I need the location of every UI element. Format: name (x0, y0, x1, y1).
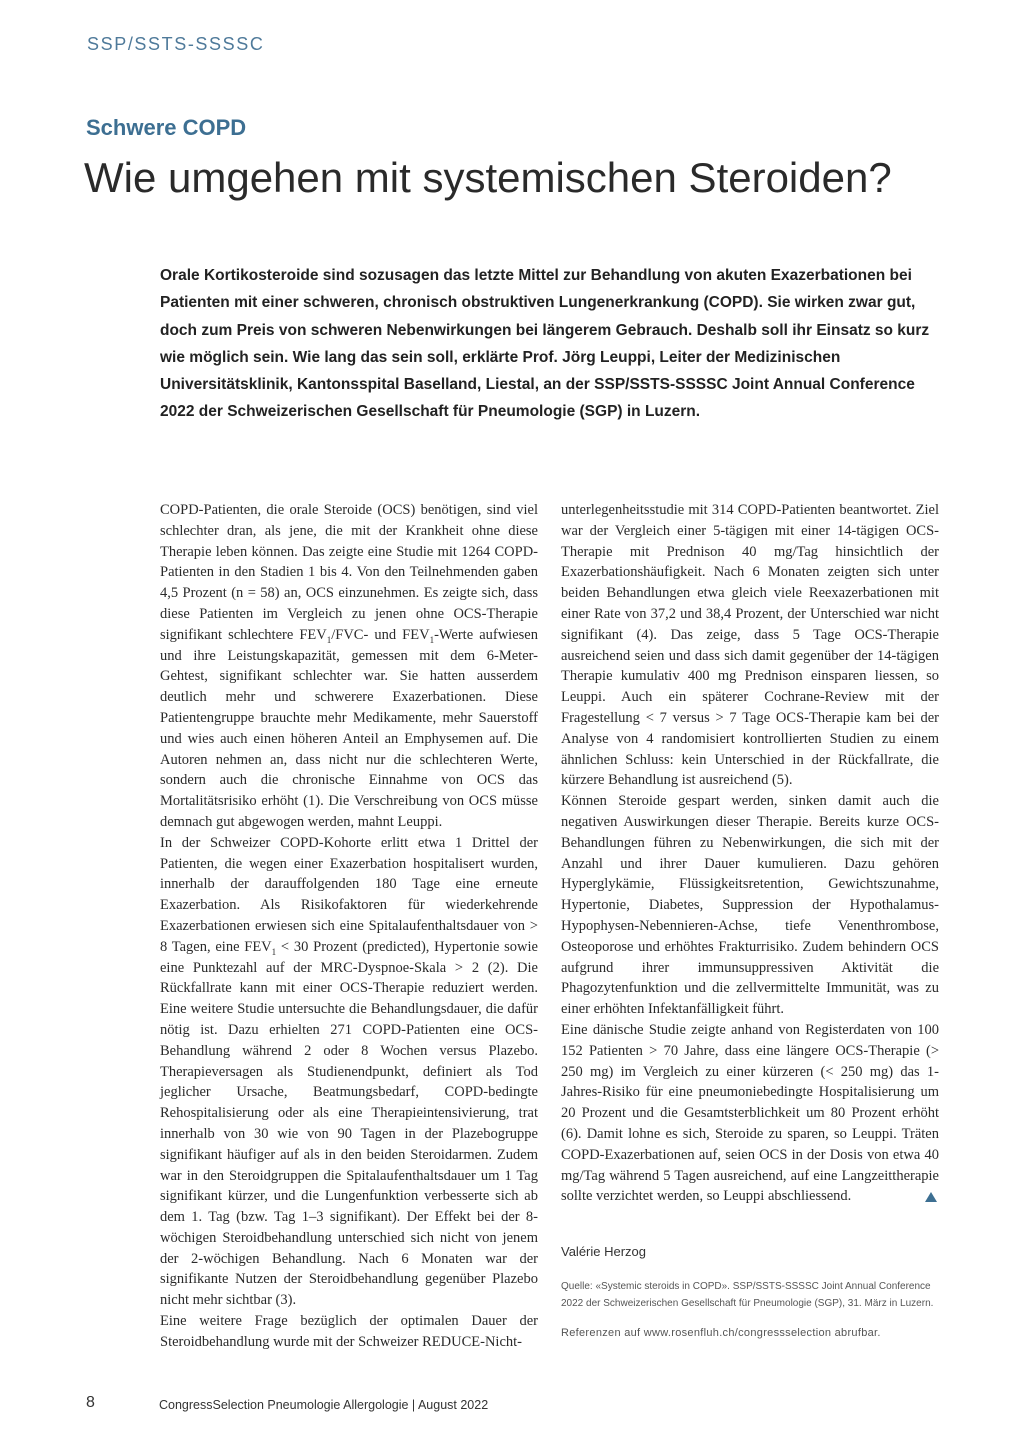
body-paragraph-3-start: Eine weitere Frage bezüglich der optimalen Dauer der Steroidbehandlung wurde mit der Schweizer REDUCE-Nicht- (160, 1313, 538, 1350)
article-lead: Orale Kortikosteroide sind sozusagen das letzte Mittel zur Behandlung von akuten Exazerbationen bei Patienten mit einer schweren, chronisch obstruktiven Lungenerkrankung (COPD). Sie wirken zwar gut, doch zum Preis von schweren Nebenwirkungen bei längerem Gebrauch. Deshalb soll ihr Einsatz so kurz wie möglich sein. Wie lang das sein soll, erklärte Prof. Jörg Leuppi, Leiter der Medizinischen Universitätsklinik, Kantonsspital Baselland, Liestal, an der SSP/SSTS-SSSSC Joint Annual Conference 2022 der Schweizerischen Gesellschaft für Pneumologie (SGP) in Luzern. (160, 267, 930, 421)
body-column-right (561, 500, 939, 1207)
body-paragraph-4: Können Steroide gespart werden, sinken damit auch die negativen Auswirkungen dieser Therapie. Bereits kurze OCS-Behandlungen führen zu Nebenwirkungen, die sich mit der Anzahl und ihrer Dauer kumulieren. Dazu gehören Hyperglykämie, Flüssigkeitsretention, Gewichtszunahme, Hypertonie, Diabetes, Suppression der Hypothalamus-Hypophysen-Nebennieren-Achse, tiefe Venenthrombose, Osteoporose und erhöhtes Frakturrisiko. Zudem behindern OCS aufgrund ihrer immunsuppressiven Aktivität die Phagozytenfunktion und die zellvermittelte Immunität, was zu einer erhöhten Infektanfälligkeit führt. (561, 793, 939, 1018)
article-title: Wie umgehen mit systemischen Steroiden? (84, 154, 892, 201)
body-paragraph-3-continued: unterlegenheitsstudie mit 314 COPD-Patienten beantwortet. Ziel war der Vergleich einer 5-tägigen mit einer 14-tägigen OCS-Therapie mit Prednison 40 mg/Tag hinsichtlich der Exazerbationshäufigkeit. Nach 6 Monaten zeigten sich unter beiden Behandlungen etwa gleich viele Reexazerbationen mit einer Rate von 37,2 und 38,4 Prozent, der Unterschied war nicht signifikant (4). Das zeige, dass 5 Tage OCS-Therapie ausreichend seien und dass sich damit gegenüber der 14-tägigen Therapie kumulativ 400 mg Prednison einsparen liessen, so Leuppi. Auch ein späterer Cochrane-Review mit der Fragestellung < 7 versus > 7 Tage OCS-Therapie kam bei der Analyse von 4 randomisiert kontrollierten Studien zu einem ähnlichen Schluss: kein Unterschied in der Rückfallrate, die kürzere Behandlung ist ausreichend (5). (561, 502, 939, 789)
source-note: Quelle: «Systemic steroids in COPD». SSP/SSTS-SSSSC Joint Annual Conference 2022 der Schweizerischen Gesellschaft für Pneumologie (SGP), 31. März in Luzern. (561, 1281, 934, 1309)
page-number: 8 (86, 1394, 95, 1411)
publication-footer: CongressSelection Pneumologie Allergologie | August 2022 (159, 1398, 489, 1412)
body-paragraph-1: COPD-Patienten, die orale Steroide (OCS) benötigen, sind viel schlechter dran, als jene, die mit der Krankheit ohne diese Therapie leben können. Das zeigte eine Studie mit 1264 COPD-Patienten in den Stadien 1 bis 4. Von den Teilnehmenden gaben 4,5 Prozent (n = 58) an, OCS einzunehmen. Es zeigte sich, dass diese Patienten im Vergleich zu jenen ohne OCS-Therapie signifikant schlechtere $FEV_1/FVC-$ und $FEV_1$-Werte aufwiesen und ihre Leistungskapazität, gemessen mit dem 6-Meter-Gehtest, signifikant schlechter war. Sie hatten ausserdem deutlich mehr und schwerere Exazerbationen. Diese Patientengruppe brauchte mehr Medikamente, mehr Sauerstoff und wies auch einen höheren Anteil an Emphysemen auf. Die Autoren nehmen an, dass nicht nur die schlechteren Werte, sondern auch die chronische Einnahme von OCS das Mortalitätsrisiko erhöht (1). Die Verschreibung von OCS müsse demnach gut abgewogen werden, mahnt Leuppi. (160, 502, 538, 830)
body-paragraph-5: Eine dänische Studie zeigte anhand von Registerdaten von 100 152 Patienten > 70 Jahre, dass eine längere OCS-Therapie (> 250 mg) im Vergleich zu einer kürzeren (< 250 mg) das 1-Jahres-Risiko für eine pneumoniebedingte Hospitalisierung um 20 Prozent und die Gesamtsterblichkeit um 80 Prozent erhöht (6). Damit lohne es sich, Steroide zu sparen, so Leuppi. Träten COPD-Exazerbationen auf, seien OCS in der Dosis von etwa 40 mg/Tag während 5 Tagen ausreichend, auf eine Langzeittherapie sollte verzichtet werden, so Leuppi abschliessend. (561, 1021, 939, 1205)
references-note: Referenzen auf www.rosenfluh.ch/congressselection abrufbar. (561, 1327, 881, 1339)
author-byline: Valérie Herzog (561, 1244, 647, 1259)
body-paragraph-2: In der Schweizer COPD-Kohorte erlitt etwa 1 Drittel der Patienten, die wegen einer Exazerbation hospitalisert wurden, innerhalb der darauffolgenden 180 Tage eine erneute Exazerbation. Als Risikofaktoren für wiederkehrende Exazerbationen erwiesen sich eine Spitalaufenthaltsdauer von > 8 Tagen, eine $FEV_1 < 30$ Prozent (predicted), Hypertonie sowie eine Punktezahl auf der MRC-Dyspnoe-Skala > 2 (2). Die Rückfallrate kann mit einer OCS-Therapie reduziert werden. Eine weitere Studie untersuchte die Behandlungsdauer, die dafür nötig ist. Dazu erhielten 271 COPD-Patienten eine OCS-Behandlung während 2 oder 8 Wochen versus Plazebo. Therapieversagen als Studienendpunkt, definiert als Tod jeglicher Ursache, Beatmungsbedarf, COPD-bedingte Rehospitalisierung oder als eine Therapieintensivierung, trat innerhalb von 30 wie von 90 Tagen in der Plazebogruppe signifikant häufiger auf als in den beiden Steroidarmen. Zudem war in den Steroidgruppen die Spitalaufenthaltsdauer um 1 Tag signifikant kürzer, und die Lungenfunktion verbesserte sich ab dem 1. Tag (bzw. Tag 1–3 signifikant). Der Effekt bei der 8-wöchigen Steroidbehandlung unterschied sich nicht von jenem der 2-wöchigen Behandlung. Nach 6 Monaten war der signifikante Nutzen der Steroidbehandlung gegenüber Plazebo nicht mehr sichtbar (3). (160, 834, 538, 1309)
body-column-left (160, 500, 538, 1353)
triangle-up-icon (925, 1192, 937, 1202)
section-tag: SSP/SSTS-SSSSC (87, 34, 265, 54)
article-kicker: Schwere COPD (86, 115, 247, 140)
